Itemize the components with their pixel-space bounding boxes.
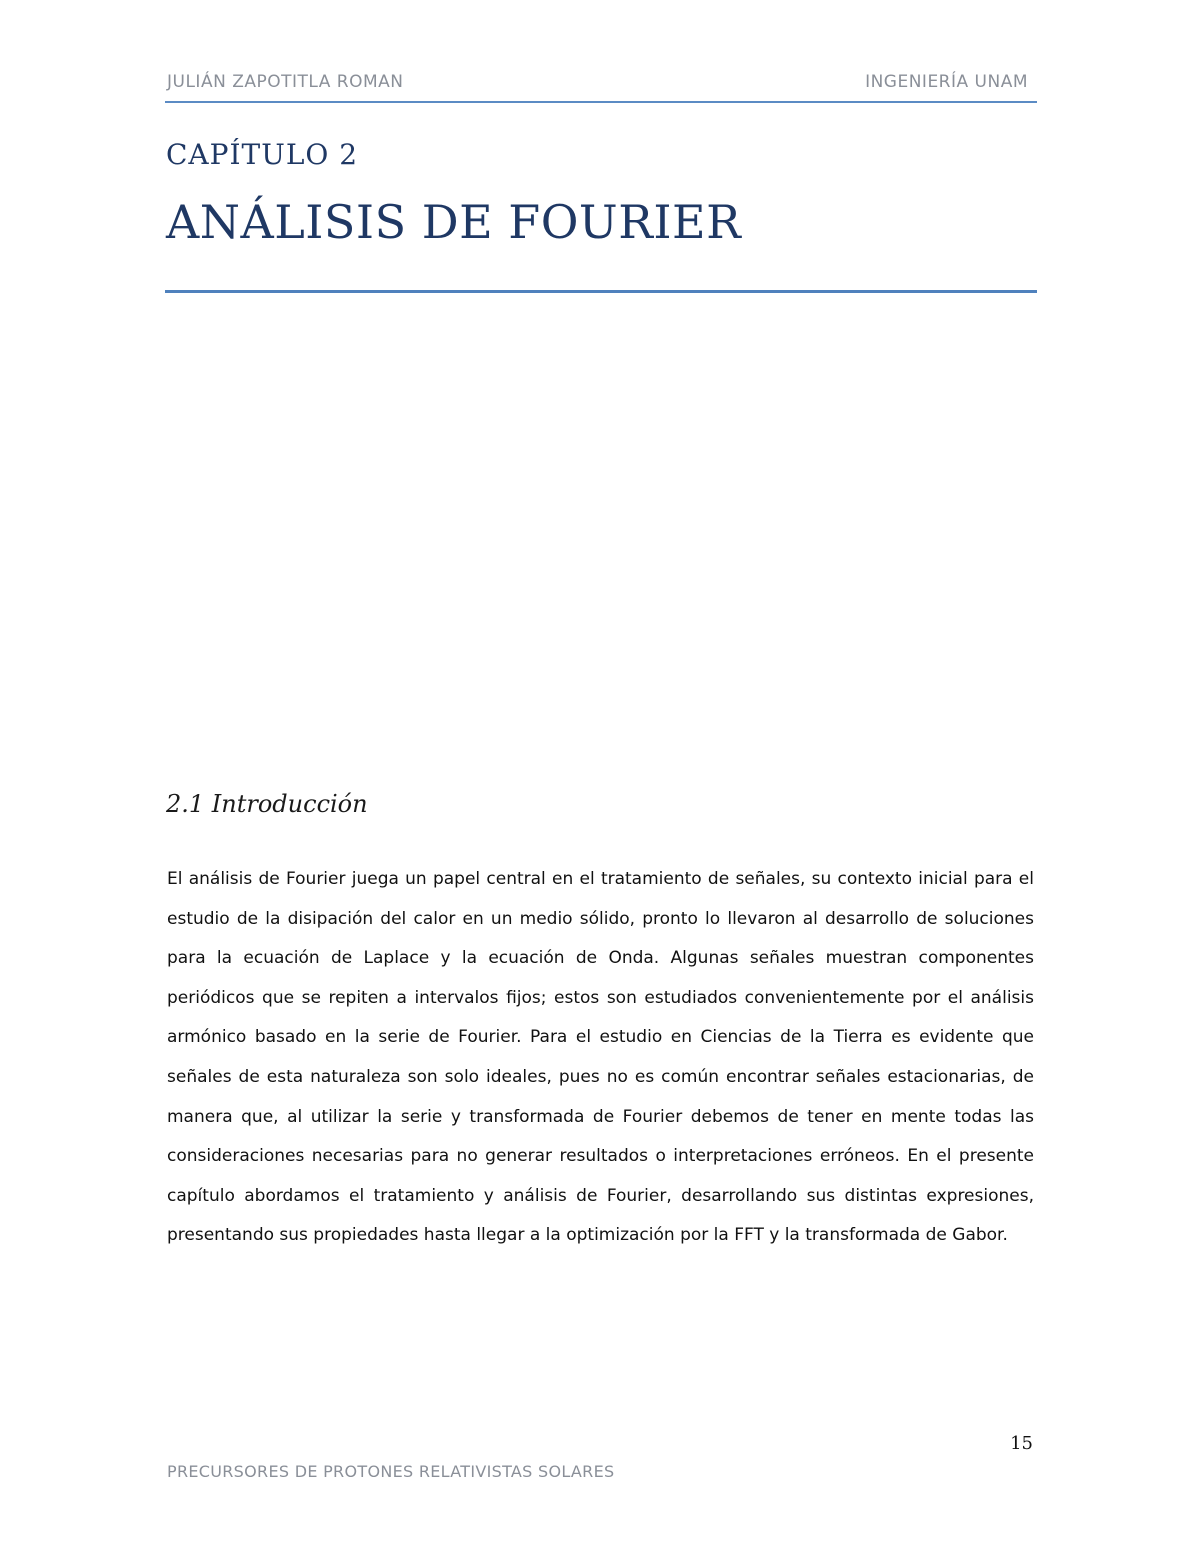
- chapter-title: ANÁLISIS DE FOURIER: [166, 195, 742, 249]
- running-footer-title: PRECURSORES DE PROTONES RELATIVISTAS SOLARES: [167, 1462, 615, 1481]
- chapter-title-divider: [165, 290, 1037, 293]
- section-body-paragraph: El análisis de Fourier juega un papel central en el tratamiento de señales, su contexto inicial para el estudio de la disipación del calor en un medio sólido, pronto lo llevaron al desarrollo de soluciones para la ecuación de Laplace y la ecuación de Onda. Algunas señales muestran componentes periódicos que se repiten a intervalos fijos; estos son estudiados convenientemente por el análisis armónico basado en la serie de Fourier. Para el estudio en Ciencias de la Tierra es evidente que señales de esta naturaleza son solo ideales, pues no es común encontrar señales estacionarias, de manera que, al utilizar la serie y transformada de Fourier debemos de tener en mente todas las consideraciones necesarias para no generar resultados o interpretaciones erróneos. En el presente capítulo abordamos el tratamiento y análisis de Fourier, desarrollando sus distintas expresiones, presentando sus propiedades hasta llegar a la optimización por la FFT y la transformada de Gabor.: [167, 869, 1034, 1246]
- header-divider: [165, 101, 1037, 103]
- page-number: 15: [1010, 1433, 1033, 1454]
- section-heading: 2.1 Introducción: [166, 790, 368, 818]
- running-header-institution: INGENIERÍA UNAM: [865, 72, 1028, 92]
- chapter-label: CAPÍTULO 2: [166, 138, 359, 171]
- running-header-author: JULIÁN ZAPOTITLA ROMAN: [167, 72, 404, 92]
